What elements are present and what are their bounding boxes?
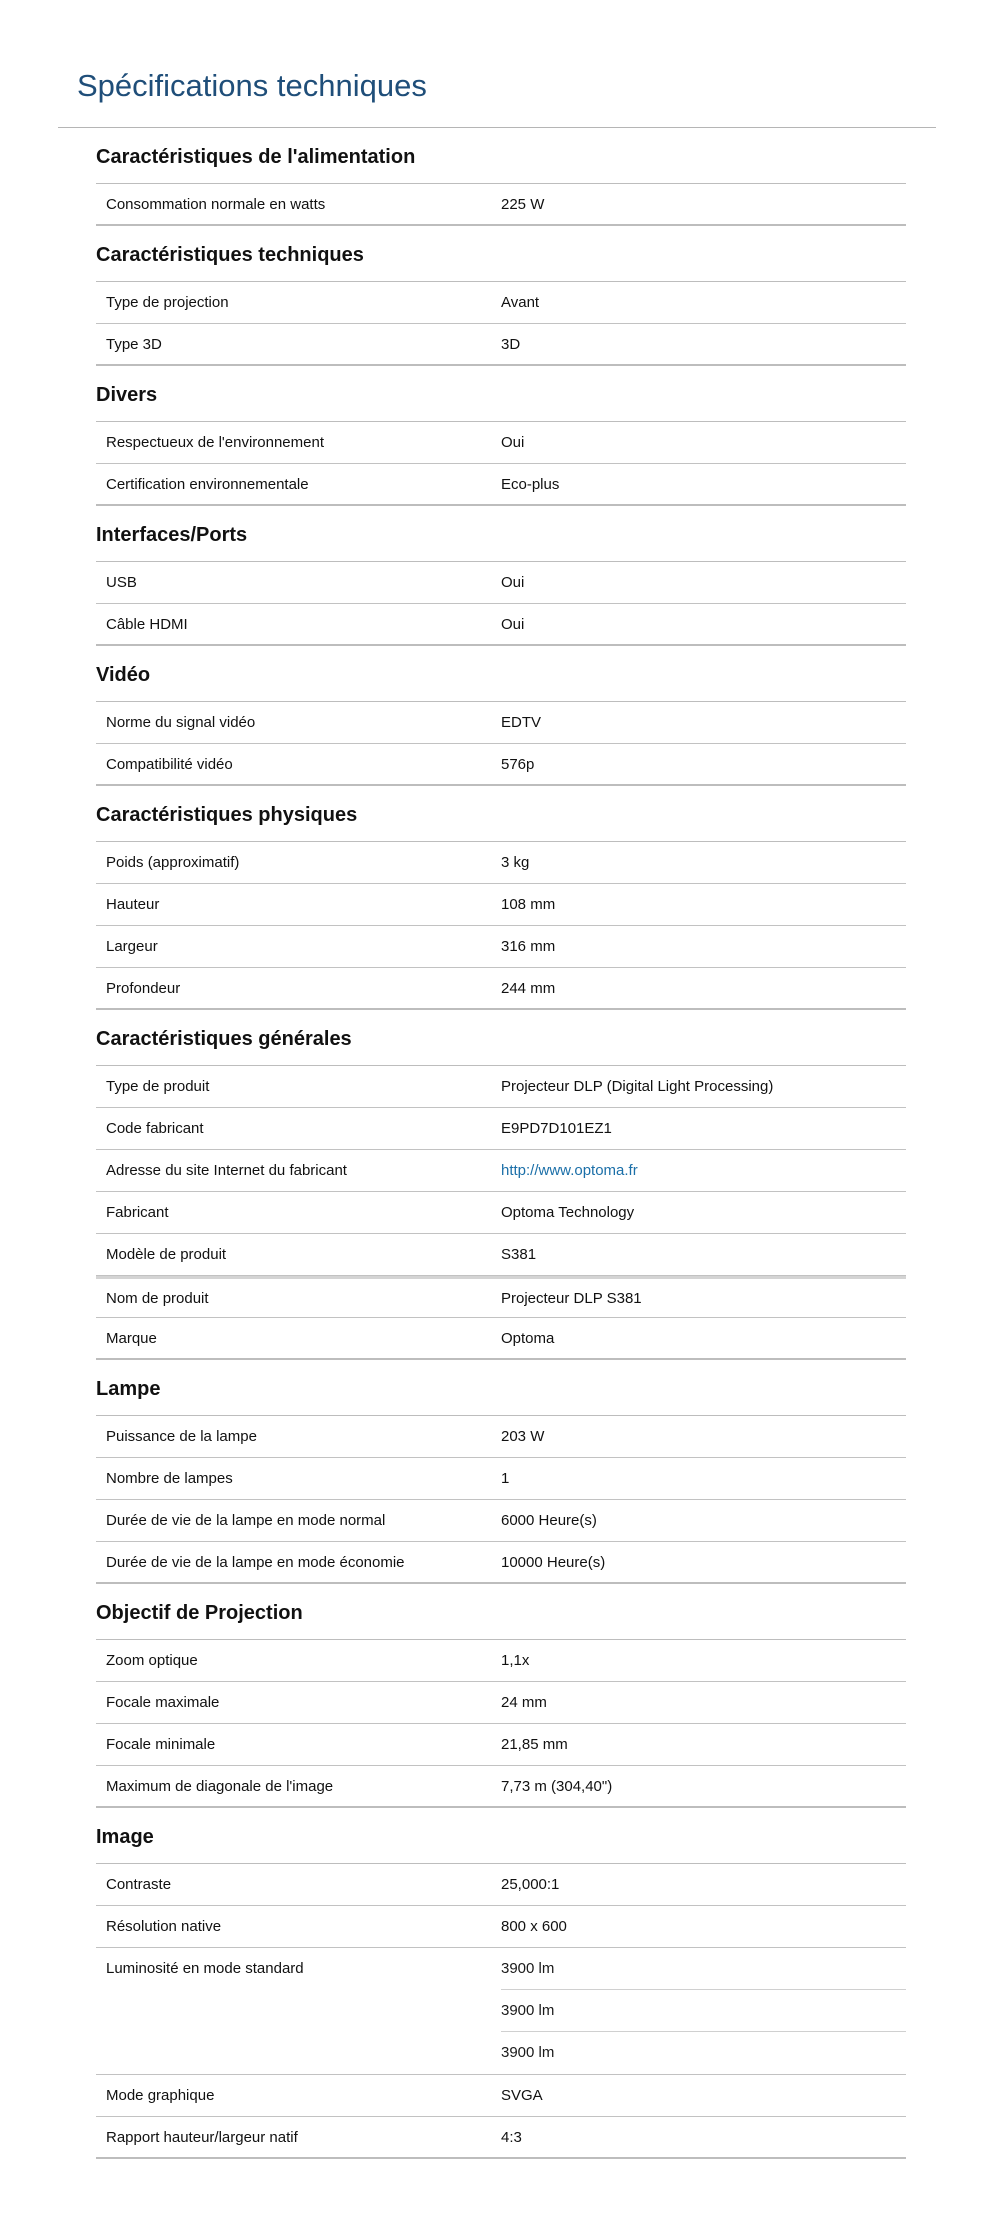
spec-value: 1,1x xyxy=(501,1652,530,1669)
spec-row xyxy=(96,464,906,506)
section-title xyxy=(96,1584,906,1640)
section-title-text: Image xyxy=(96,1826,154,1848)
spec-section xyxy=(96,646,906,786)
spec-section xyxy=(96,128,906,226)
spec-table xyxy=(96,702,906,786)
spec-label: Type de projection xyxy=(106,294,229,311)
spec-row xyxy=(96,422,906,464)
spec-label: Puissance de la lampe xyxy=(106,1428,257,1445)
spec-label: Maximum de diagonale de l'image xyxy=(106,1777,334,1795)
section-title xyxy=(96,1010,906,1066)
spec-label: Nom de produit xyxy=(106,1289,209,1307)
spec-table xyxy=(96,282,906,366)
spec-label: Type de produit xyxy=(106,1078,210,1095)
spec-value: 4:3 xyxy=(501,2128,522,2146)
spec-label: Câble HDMI xyxy=(106,615,188,633)
section-title xyxy=(96,128,906,184)
spec-value xyxy=(501,1162,906,1179)
spec-row xyxy=(96,1682,906,1724)
spec-value-list xyxy=(501,1948,906,2074)
spec-label: Type 3D xyxy=(106,335,162,353)
spec-value: 800 x 600 xyxy=(501,1918,567,1935)
spec-row xyxy=(96,884,906,926)
section-title xyxy=(96,226,906,282)
spec-label: Résolution native xyxy=(106,1918,222,1935)
spec-label: Certification environnementale xyxy=(106,475,309,493)
spec-value: Projecteur DLP S381 xyxy=(501,1289,642,1307)
spec-value: 1 xyxy=(501,1470,510,1487)
spec-label: Mode graphique xyxy=(106,2087,215,2104)
manufacturer-website-link[interactable]: http://www.optoma.fr xyxy=(501,1162,638,1179)
spec-row xyxy=(96,1150,906,1192)
spec-table xyxy=(96,1864,906,2159)
spec-row xyxy=(96,2075,906,2117)
spec-row xyxy=(96,1108,906,1150)
spec-row xyxy=(96,1192,906,1234)
spec-row xyxy=(96,1724,906,1766)
spec-value: 3 kg xyxy=(501,854,530,871)
section-title-text: Caractéristiques de l'alimentation xyxy=(96,146,416,168)
spec-label: Durée de vie de la lampe en mode économie xyxy=(106,1553,405,1571)
spec-label: Luminosité en mode standard xyxy=(106,1960,304,1977)
spec-label: Norme du signal vidéo xyxy=(106,714,256,731)
section-title-text: Objectif de Projection xyxy=(96,1602,303,1624)
section-title-text: Vidéo xyxy=(96,664,151,686)
spec-row xyxy=(96,702,906,744)
specifications-list xyxy=(96,128,906,2159)
spec-label: Largeur xyxy=(106,938,158,955)
spec-section xyxy=(96,226,906,366)
spec-value: 316 mm xyxy=(501,938,556,955)
section-title xyxy=(96,366,906,422)
section-title-text: Caractéristiques générales xyxy=(96,1028,352,1050)
spec-label: Focale minimale xyxy=(106,1736,216,1753)
spec-row xyxy=(96,1234,906,1276)
spec-value: S381 xyxy=(501,1246,537,1263)
spec-value: SVGA xyxy=(501,2087,543,2104)
spec-label: Consommation normale en watts xyxy=(106,195,326,213)
spec-value: 203 W xyxy=(501,1428,545,1445)
spec-row xyxy=(96,842,906,884)
spec-table xyxy=(96,562,906,646)
spec-row xyxy=(96,926,906,968)
spec-section xyxy=(96,1010,906,1360)
spec-value: 3900 lm xyxy=(501,2044,555,2061)
spec-label: Focale maximale xyxy=(106,1694,220,1711)
spec-section xyxy=(96,1584,906,1808)
spec-value: 21,85 mm xyxy=(501,1736,568,1753)
spec-label: Zoom optique xyxy=(106,1652,198,1669)
spec-label: Respectueux de l'environnement xyxy=(106,434,324,451)
spec-row xyxy=(96,2117,906,2159)
spec-table xyxy=(96,1066,906,1360)
spec-label: Compatibilité vidéo xyxy=(106,755,233,773)
spec-row xyxy=(96,1766,906,1808)
section-title xyxy=(96,1808,906,1864)
spec-value: Oui xyxy=(501,434,525,451)
spec-row xyxy=(96,1276,906,1318)
spec-value: 24 mm xyxy=(501,1694,547,1711)
section-title-text: Divers xyxy=(96,384,158,406)
spec-value: 6000 Heure(s) xyxy=(501,1512,597,1529)
spec-label: USB xyxy=(106,574,137,591)
spec-label: Code fabricant xyxy=(106,1120,204,1137)
spec-value: EDTV xyxy=(501,714,542,731)
spec-label: Rapport hauteur/largeur natif xyxy=(106,2128,298,2146)
spec-row xyxy=(96,1906,906,1948)
spec-row xyxy=(96,1416,906,1458)
spec-section xyxy=(96,786,906,1010)
spec-value: 225 W xyxy=(501,195,545,213)
spec-section xyxy=(96,506,906,646)
page-title: Spécifications techniques xyxy=(77,68,427,103)
section-title xyxy=(96,1360,906,1416)
spec-label: Marque xyxy=(106,1329,157,1347)
spec-value: Oui xyxy=(501,615,525,633)
spec-row xyxy=(96,1066,906,1108)
spec-section xyxy=(96,1360,906,1584)
spec-value: 244 mm xyxy=(501,979,556,997)
spec-label: Profondeur xyxy=(106,979,181,997)
section-title xyxy=(96,646,906,702)
spec-row xyxy=(96,1640,906,1682)
spec-value: 7,73 m (304,40") xyxy=(501,1777,613,1795)
spec-table xyxy=(96,1416,906,1584)
spec-section xyxy=(96,366,906,506)
spec-row xyxy=(96,1500,906,1542)
spec-label: Modèle de produit xyxy=(106,1246,227,1263)
spec-value: 25,000:1 xyxy=(501,1876,560,1893)
spec-row xyxy=(96,968,906,1010)
spec-row xyxy=(96,1542,906,1584)
spec-table xyxy=(96,422,906,506)
spec-value: Oui xyxy=(501,574,525,591)
spec-value: E9PD7D101EZ1 xyxy=(501,1120,612,1137)
spec-value: Avant xyxy=(501,294,540,311)
spec-row xyxy=(96,324,906,366)
spec-value: 10000 Heure(s) xyxy=(501,1553,606,1571)
spec-label: Adresse du site Internet du fabricant xyxy=(106,1162,347,1179)
spec-table xyxy=(96,184,906,226)
section-title-text: Caractéristiques techniques xyxy=(96,244,364,266)
section-title xyxy=(96,786,906,842)
spec-table xyxy=(96,1640,906,1808)
spec-label: Nombre de lampes xyxy=(106,1470,233,1487)
spec-row xyxy=(96,1864,906,1906)
spec-row xyxy=(96,184,906,226)
spec-value: 3900 lm xyxy=(501,1948,906,1990)
spec-row xyxy=(96,1458,906,1500)
spec-value: Projecteur DLP (Digital Light Processing) xyxy=(501,1078,774,1095)
section-title-text: Interfaces/Ports xyxy=(96,524,248,546)
spec-row xyxy=(96,604,906,646)
spec-label: Durée de vie de la lampe en mode normal xyxy=(106,1512,386,1529)
spec-value: Optoma Technology xyxy=(501,1204,635,1221)
section-title-text: Lampe xyxy=(96,1378,161,1400)
spec-row xyxy=(96,744,906,786)
spec-table xyxy=(96,842,906,1010)
spec-row xyxy=(96,282,906,324)
spec-row xyxy=(96,1318,906,1360)
spec-value: Optoma xyxy=(501,1329,555,1347)
spec-label: Fabricant xyxy=(106,1204,169,1221)
spec-row xyxy=(96,1948,906,2075)
spec-value: 3D xyxy=(501,335,521,353)
spec-label: Poids (approximatif) xyxy=(106,854,240,871)
spec-value: 108 mm xyxy=(501,896,556,913)
spec-section xyxy=(96,1808,906,2159)
spec-value: Eco-plus xyxy=(501,475,560,493)
spec-label: Contraste xyxy=(106,1876,172,1893)
spec-label: Hauteur xyxy=(106,896,160,913)
spec-row xyxy=(96,562,906,604)
spec-value: 576p xyxy=(501,755,535,773)
section-title-text: Caractéristiques physiques xyxy=(96,804,358,826)
section-title xyxy=(96,506,906,562)
spec-value: 3900 lm xyxy=(501,1990,906,2032)
